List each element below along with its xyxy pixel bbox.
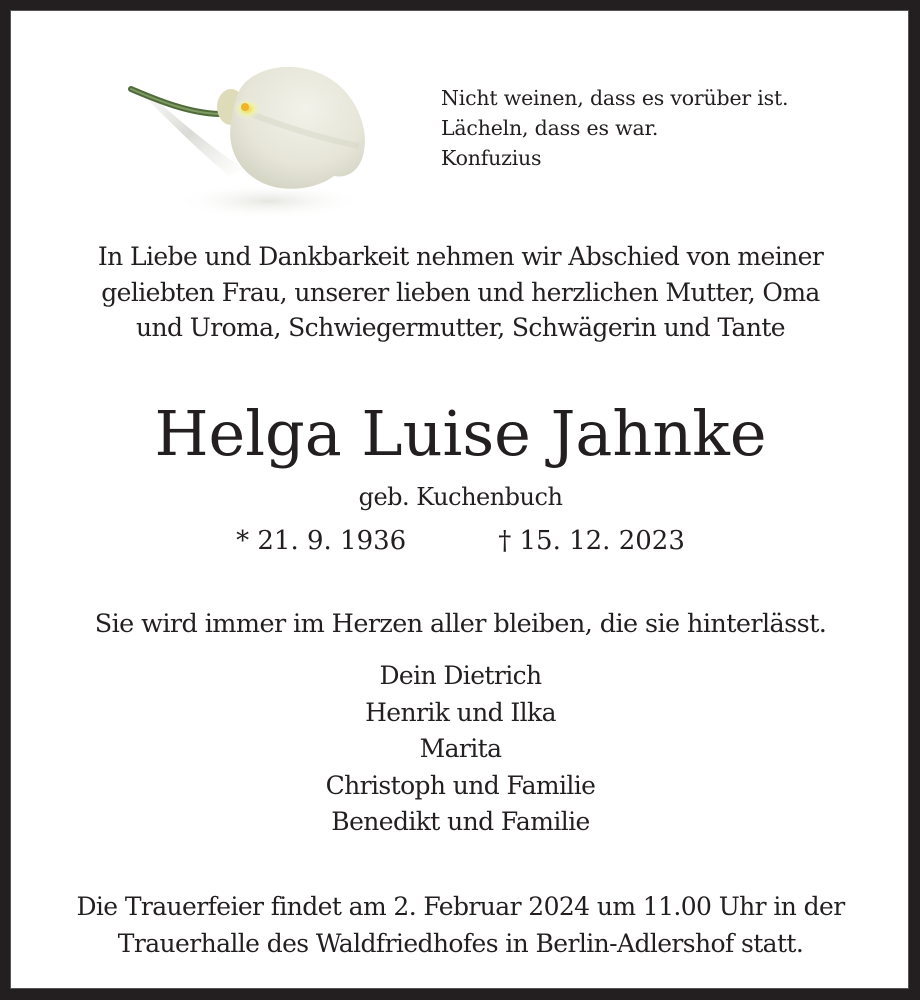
mourner: Dein Dietrich xyxy=(379,661,542,690)
death-date: † 15. 12. 2023 xyxy=(498,526,685,556)
funeral-notice xyxy=(11,889,910,962)
calla-lily-flower-icon xyxy=(119,51,379,221)
intro-text xyxy=(11,239,910,346)
mourner: Benedikt und Familie xyxy=(331,807,590,836)
maiden-name: geb. Kuchenbuch xyxy=(358,483,563,511)
mourner: Christoph und Familie xyxy=(325,770,596,800)
mourners-list xyxy=(11,658,910,841)
quote-author: Konfuzius xyxy=(441,146,542,170)
funeral-line: Die Trauerfeier findet am 2. Februar 2024 um 11.00 Uhr in der xyxy=(76,892,845,921)
deceased-name: Helga Luise Jahnke xyxy=(154,397,767,470)
epitaph: Sie wird immer im Herzen aller bleiben, die sie hinterlässt. xyxy=(94,609,827,639)
intro-line: In Liebe und Dankbarkeit nehmen wir Abschied von meiner xyxy=(97,242,824,271)
obituary-card xyxy=(10,10,909,989)
mourner: Henrik und Ilka xyxy=(365,697,556,727)
intro-line: und Uroma, Schwiegermutter, Schwägerin und Tante xyxy=(136,313,785,342)
intro-line: geliebten Frau, unserer lieben und herzlichen Mutter, Oma xyxy=(101,277,820,307)
quote xyxy=(441,83,788,173)
life-dates xyxy=(11,521,910,561)
birth-date: * 21. 9. 1936 xyxy=(236,526,407,556)
funeral-line: Trauerhalle des Waldfriedhofes in Berlin-Adlershof statt. xyxy=(117,928,804,958)
mourner: Marita xyxy=(419,734,502,763)
quote-line: Nicht weinen, dass es vorüber ist. xyxy=(441,86,789,110)
quote-line: Lächeln, dass es war. xyxy=(441,116,659,140)
